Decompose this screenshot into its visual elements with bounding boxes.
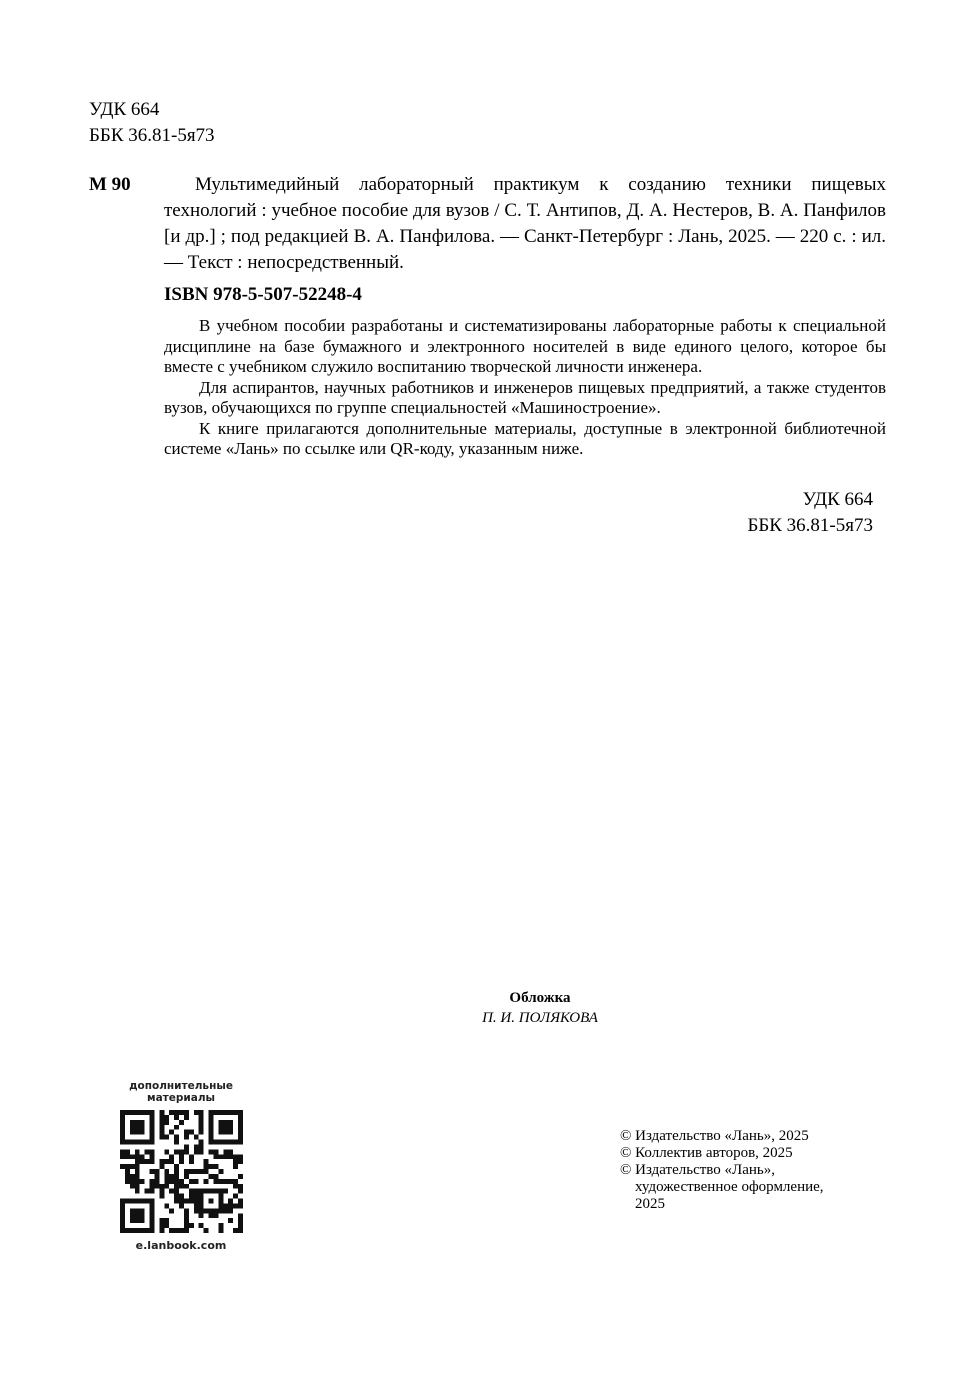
copyright-line: художественное оформление,	[635, 1179, 824, 1195]
abstract-paragraph: К книге прилагаются дополнительные материалы, доступные в электронной библиотечной системе «Лань» по ссылке или QR-коду, указанным ниже.	[164, 418, 886, 458]
isbn: ISBN 978-5-507-52248-4	[164, 284, 362, 305]
copyright-line: 2025	[635, 1196, 665, 1212]
qr-code-icon[interactable]	[120, 1110, 243, 1233]
bibliographic-record: Мультимедийный лабораторный практикум к созданию техники пищевых технологий : учебное пособие для вузов / С. Т. Антипов, Д. А. Нестеров, В. А. Панфилов [и др.] ; под редакцией В. А. Панфилова. — Санкт-Петербург : Лань, 2025. — 220 с. : ил. — Текст : непосредственный.	[164, 174, 886, 273]
bbk-code: ББК 36.81-5я73	[89, 125, 215, 146]
cover-designer-name: П. И. ПОЛЯКОВА	[482, 1010, 598, 1026]
copyright-line: © Коллектив авторов, 2025	[620, 1145, 793, 1161]
copyright-line: © Издательство «Лань», 2025	[620, 1128, 809, 1144]
udk-code: УДК 664	[89, 99, 160, 120]
classification-codes-right	[747, 487, 873, 539]
copyright-line: © Издательство «Лань»,	[620, 1162, 775, 1178]
author-mark: М 90	[89, 174, 131, 195]
udk-code: УДК 664	[802, 489, 873, 510]
copyright-block	[620, 1128, 824, 1213]
abstract	[164, 316, 886, 460]
cover-credit	[380, 988, 700, 1028]
classification-codes-top	[89, 97, 215, 149]
qr-block	[118, 1080, 244, 1252]
abstract-paragraph: В учебном пособии разработаны и систематизированы лабораторные работы к специальной дисциплине на базе бумажного и электронного носителей в виде единого целого, которое бы вместе с учебником служило воспитанию творческой личности инженера.	[164, 316, 886, 376]
bbk-code: ББК 36.81-5я73	[747, 515, 873, 536]
qr-caption: материалы	[146, 1092, 216, 1104]
abstract-paragraph: Для аспирантов, научных работников и инженеров пищевых предприятий, а также студентов вузов, обучающихся по группе специальностей «Машиностроение».	[164, 377, 886, 417]
qr-caption: дополнительные	[129, 1080, 233, 1092]
qr-url: e.lanbook.com	[135, 1239, 227, 1252]
cover-label: Обложка	[509, 990, 571, 1006]
